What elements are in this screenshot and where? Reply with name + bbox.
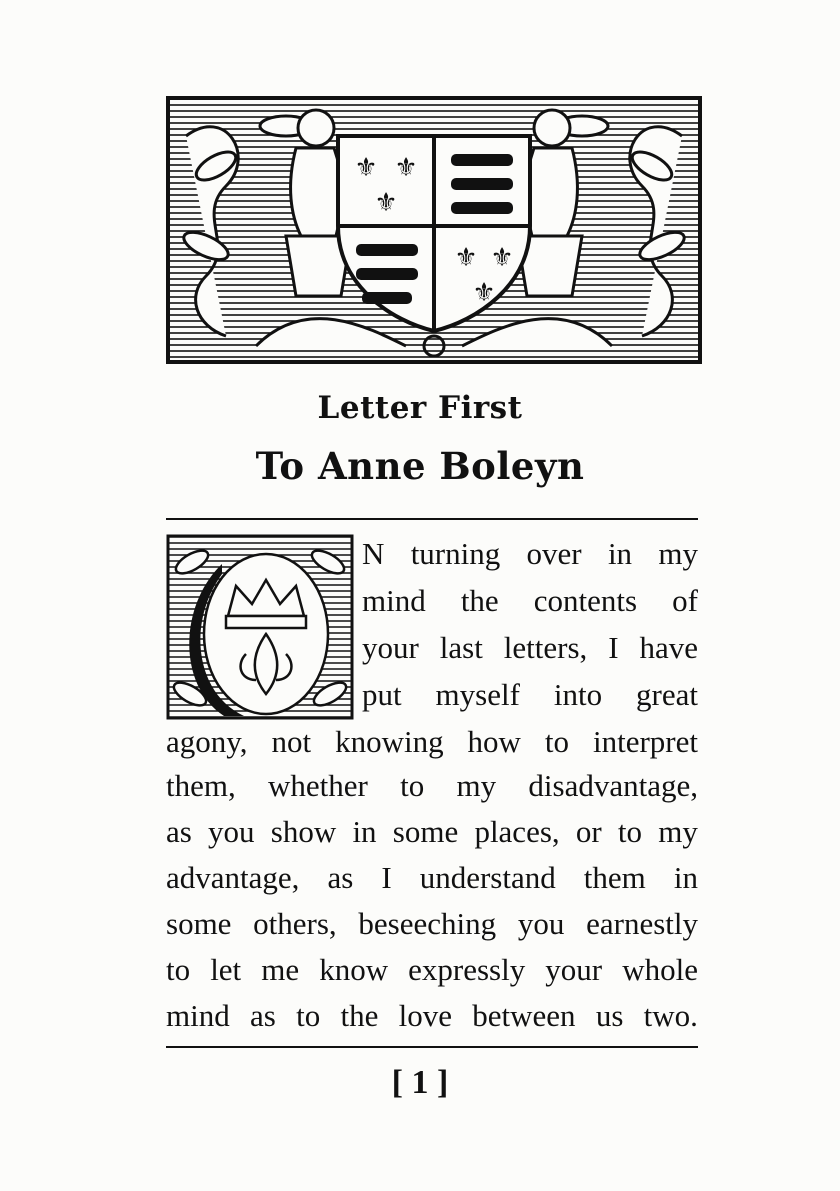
page-number: [ 1 ]	[391, 1064, 449, 1101]
letter-recipient: To Anne Boleyn	[255, 444, 585, 488]
body-line-7: as you show in some places, or to my	[166, 814, 698, 849]
body-line-11: mind as to the love between us two.	[166, 998, 698, 1033]
body-line-1: N turning over in my	[362, 536, 698, 571]
body-line-4: put myself into great	[362, 677, 698, 712]
svg-text:⚜: ⚜	[490, 243, 514, 273]
svg-text:⚜: ⚜	[454, 243, 478, 273]
letter-heading: Letter First	[317, 390, 523, 426]
body-line-5: agony, not knowing how to interpret	[166, 724, 698, 759]
dropcap-letter: O	[166, 534, 167, 535]
body-line-10: to let me know expressly your whole	[166, 952, 698, 987]
top-rule	[166, 518, 698, 520]
body-line-9: some others, beseeching you earnestly	[166, 906, 698, 941]
svg-text:⚜: ⚜	[354, 153, 378, 183]
svg-text:⚜: ⚜	[374, 188, 398, 218]
royal-arms-headpiece-icon	[166, 96, 702, 364]
body-line-8: advantage, as I understand them in	[166, 860, 698, 895]
svg-text:⚜: ⚜	[472, 278, 496, 308]
body-line-6: them, whether to my disadvantage,	[166, 768, 698, 803]
body-line-2: mind the contents of	[362, 583, 698, 618]
svg-text:⚜: ⚜	[394, 153, 418, 183]
dropcap-crown-icon	[166, 534, 354, 720]
body-line-3: your last letters, I have	[362, 630, 698, 665]
bottom-rule	[166, 1046, 698, 1048]
